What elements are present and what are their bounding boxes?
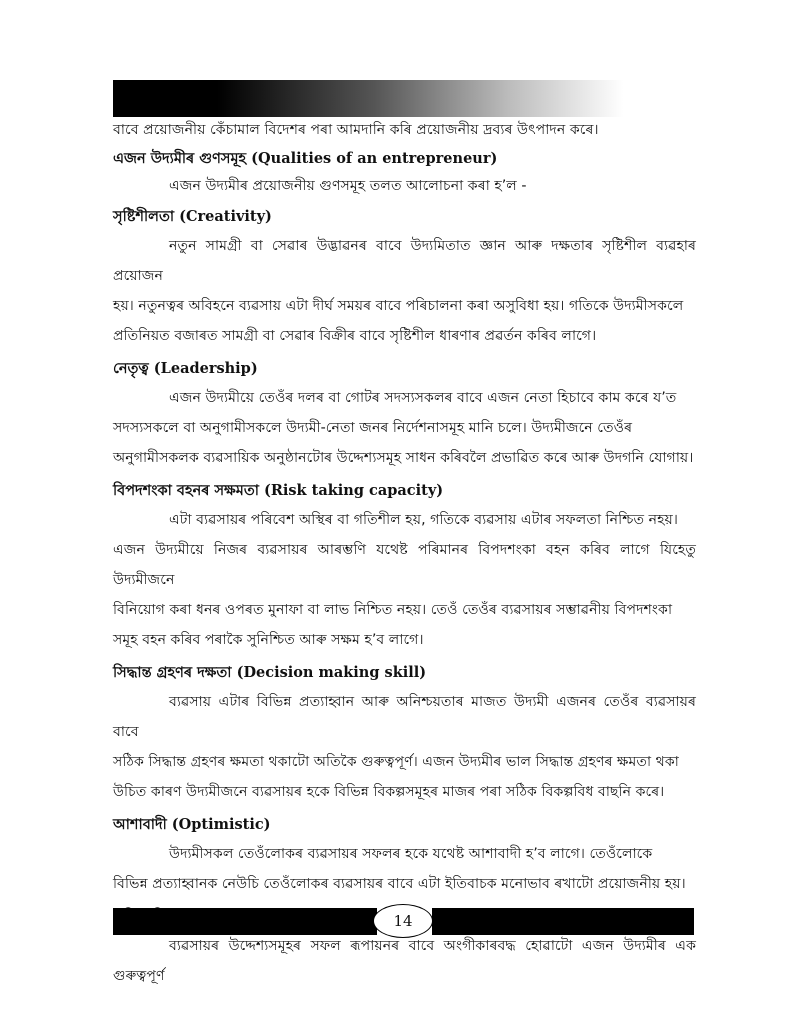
section-heading [113,473,696,505]
section-heading-bn: আশাবাদী [113,817,172,833]
body-line: ব্যৱসায়ৰ উদ্দেশ্যসমূহৰ সফল ৰূপায়নৰ বাবে অংগীকাৰবদ্ধ হোৱাটো এজন উদ্যমীৰ এক গুৰুত্বপূৰ্ণ [113,938,696,984]
section-heading-bn: বিপদশংকা বহনৰ সক্ষমতা [113,483,264,499]
section-heading [113,351,696,383]
body-line: হয়। নতুনত্বৰ অবিহনে ব্যৱসায় এটা দীৰ্ঘ সময়ৰ বাবে পৰিচালনা কৰা অসুবিধা হয়। গতিকে উদ্যমীসকলে [113,298,684,314]
body-line: সঠিক সিদ্ধান্ত গ্ৰহণৰ ক্ষমতা থকাটো অতিকৈ গুৰুত্বপূৰ্ণ। এজন উদ্যমীৰ ভাল সিদ্ধান্ত গ্ৰহণৰ ক্ষমতা থকা [113,754,679,770]
body-line: সদস্যসকলে বা অনুগামীসকলে উদ্যমী-নেতা জনৰ নিৰ্দেশনাসমূহ মানি চলে। উদ্যমীজনে তেওঁৰ [113,420,633,436]
body-line: ব্যৱসায় এটাৰ বিভিন্ন প্ৰত্যাহ্বান আৰু অনিশ্চয়তাৰ মাজত উদ্যমী এজনৰ তেওঁৰ ব্যৱসায়ৰ বাবে [113,694,696,740]
body-line: বিভিন্ন প্ৰত্যাহ্বানক নেউচি তেওঁলোকৰ ব্যৱসায়ৰ বাবে এটা ইতিবাচক মনোভাব ৰখাটো প্ৰয়োজনীয় হয়। [113,876,686,892]
qualities-intro: এজন উদ্যমীৰ প্ৰয়োজনীয় গুণসমূহ তলত আলোচনা কৰা হ’ল - [169,178,527,194]
section-optimistic [113,807,696,899]
section-heading-en: (Risk taking capacity) [263,482,444,499]
page-content [113,119,696,991]
body-line: এটা ব্যৱসায়ৰ পৰিবেশ অস্থিৰ বা গতিশীল হয়, গতিকে ব্যৱসায় এটাৰ সফলতা নিশ্চিত নহয়। [169,512,678,528]
section-body [113,839,696,899]
section-heading [113,655,696,687]
header-gradient-bar [113,80,693,117]
body-line: সমূহ বহন কৰিব পৰাকৈ সুনিশ্চিত আৰু সক্ষম হ’ব লাগে। [113,632,424,648]
footer-bar-right [432,908,694,935]
section-decision-making [113,655,696,807]
section-heading-en: (Creativity) [179,208,272,225]
qualities-section [113,141,696,199]
section-body [113,505,696,655]
section-body [113,231,696,351]
body-line: বিনিয়োগ কৰা ধনৰ ওপৰত মুনাফা বা লাভ নিশ্চিত নহয়। তেওঁ তেওঁৰ ব্যৱসায়ৰ সম্ভাৱনীয় বিপদশংকা [113,602,673,618]
section-heading-en: (Optimistic) [171,816,271,833]
qualities-heading-bn: এজন উদ্যমীৰ গুণসমূহ [113,151,252,167]
page-number: 14 [373,904,433,938]
section-heading-bn: সিদ্ধান্ত গ্ৰহণৰ দক্ষতা [113,665,237,681]
section-leadership [113,351,696,473]
section-body [113,931,696,991]
section-body [113,383,696,473]
body-line: উচিত কাৰণ উদ্যমীজনে ব্যৱসায়ৰ হকে বিভিন্ন বিকল্পসমূহৰ মাজৰ পৰা সঠিক বিকল্পবিধ বাছনি কৰে। [113,784,665,800]
body-line: এজন উদ্যমীয়ে নিজৰ ব্যৱসায়ৰ আৰম্ভণি যথেষ্ট পৰিমানৰ বিপদশংকা বহন কৰিব লাগে যিহেতু উদ্যমীজনে [113,542,696,588]
section-heading-en: (Decision making skill) [236,664,427,681]
intro-line: বাবে প্ৰয়োজনীয় কেঁচামাল বিদেশৰ পৰা আমদানি কৰি প্ৰয়োজনীয় দ্ৰব্যৰ উৎপাদন কৰে। [113,122,599,138]
body-line: নতুন সামগ্ৰী বা সেৱাৰ উদ্ভাৱনৰ বাবে উদ্যমিতাত জ্ঞান আৰু দক্ষতাৰ সৃষ্টিশীল ব্যৱহাৰ প্ৰয়োজন [113,238,696,284]
section-creativity [113,199,696,351]
section-heading [113,807,696,839]
section-heading-bn: নেতৃত্ব [113,361,154,377]
section-risk-taking [113,473,696,655]
qualities-heading-en: (Qualities of an entrepreneur) [251,150,498,167]
body-line: প্ৰতিনিয়ত বজাৰত সামগ্ৰী বা সেৱাৰ বিক্ৰীৰ বাবে সৃষ্টিশীল ধাৰণাৰ প্ৰৱৰ্তন কৰিব লাগে। [113,328,597,344]
body-line: এজন উদ্যমীয়ে তেওঁৰ দলৰ বা গোটৰ সদস্যসকলৰ বাবে এজন নেতা হিচাবে কাম কৰে য’ত [169,390,677,406]
body-line: অনুগামীসকলক ব্যৱসায়িক অনুষ্ঠানটোৰ উদ্দেশ্যসমূহ সাধন কৰিবলৈ প্ৰভাৱিত কৰে আৰু উদগনি যোগায়। [113,450,694,466]
footer-bar-left [113,908,377,935]
qualities-heading [113,141,696,173]
section-heading [113,199,696,231]
section-body [113,687,696,807]
section-heading-en: (Leadership) [153,360,258,377]
section-heading-bn: সৃষ্টিশীলতা [113,209,180,225]
body-line: উদ্যমীসকল তেওঁলোকৰ ব্যৱসায়ৰ সফলৰ হকে যথেষ্ট আশাবাদী হ’ব লাগে। তেওঁলোকে [169,846,653,862]
